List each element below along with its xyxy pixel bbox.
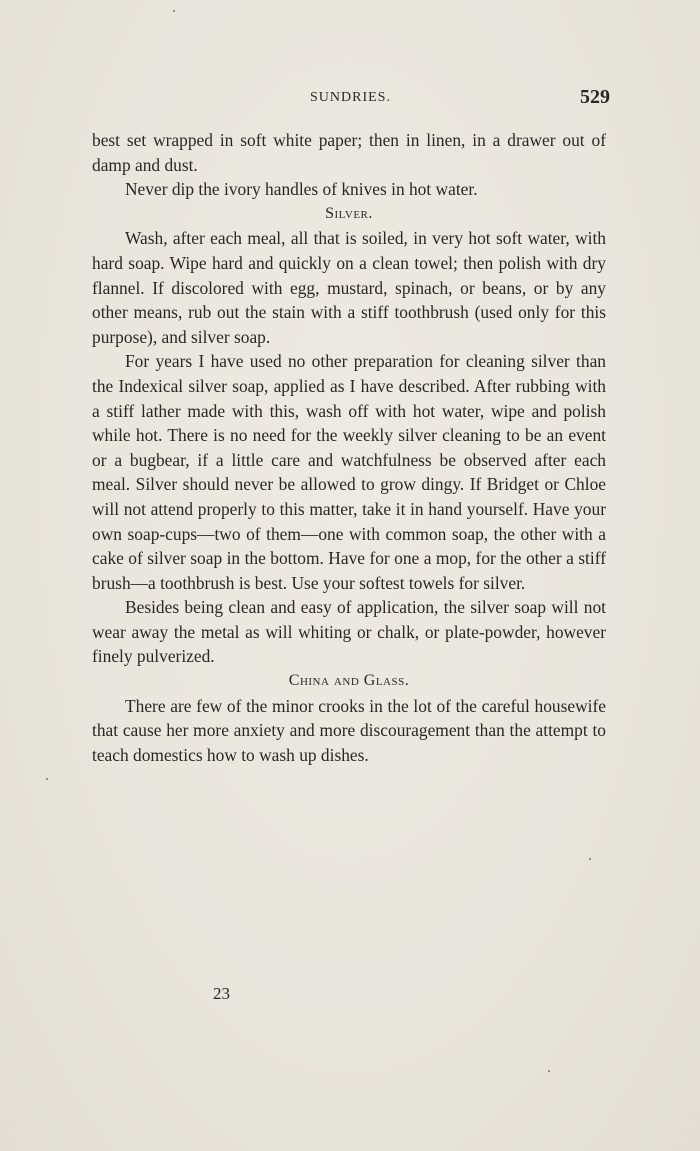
paragraph-ivory: Never dip the ivory handles of knives in hot water. — [125, 179, 478, 200]
running-head: SUNDRIES. — [310, 90, 391, 105]
paragraph-silver-1: Wash, after each meal, all that is soiled, in very hot soft water, with hard soap. Wipe hard and quickly on a clean towel; then polish with dry flannel. If discolored with egg, mustard, spinach, or beans, or by any other means, rub out the stain with a stiff toothbrush (used only for this purpose), and silver soap. — [92, 228, 606, 347]
signature-mark: 23 — [213, 984, 230, 1003]
paper-speck — [589, 858, 591, 860]
paragraph-silver-2: For years I have used no other preparation for cleaning silver than the Indexical silver soap, applied as I have described. After rubbing with a stiff lather made with this, wash off with hot water, wipe and polish while hot. There is no need for the weekly silver cleaning to be an event or a bugbear, if a little care and watchfulness be observed after each meal. Silver should never be allowed to grow dingy. If Bridget or Chloe will not attend properly to this matter, take it in hand yourself. Have your own soap-cups—two of them—one with common soap, the other with a cake of silver soap in the bottom. Have for one a mop, for the other a stiff brush—a toothbrush is best. Use your softest towels for silver. — [92, 351, 606, 593]
page-number: 529 — [580, 86, 610, 108]
section-heading-silver: Silver. — [325, 204, 373, 222]
paragraph-silver-3: Besides being clean and easy of application, the silver soap will not wear away the metal as will whiting or chalk, or plate-powder, however finely pulverized. — [92, 597, 606, 667]
paper-speck — [548, 1070, 550, 1072]
paper-speck — [46, 778, 48, 780]
paragraph-china-1: There are few of the minor crooks in the lot of the careful housewife that cause her more anxiety and more discouragement than the attempt to teach domestics how to wash up dishes. — [92, 695, 606, 765]
body-text — [92, 128, 606, 767]
paper-speck — [173, 10, 175, 12]
section-heading-china-glass: China and Glass. — [288, 672, 410, 690]
paragraph-continued: best set wrapped in soft white paper; then in linen, in a drawer out of damp and dust. — [92, 130, 606, 175]
